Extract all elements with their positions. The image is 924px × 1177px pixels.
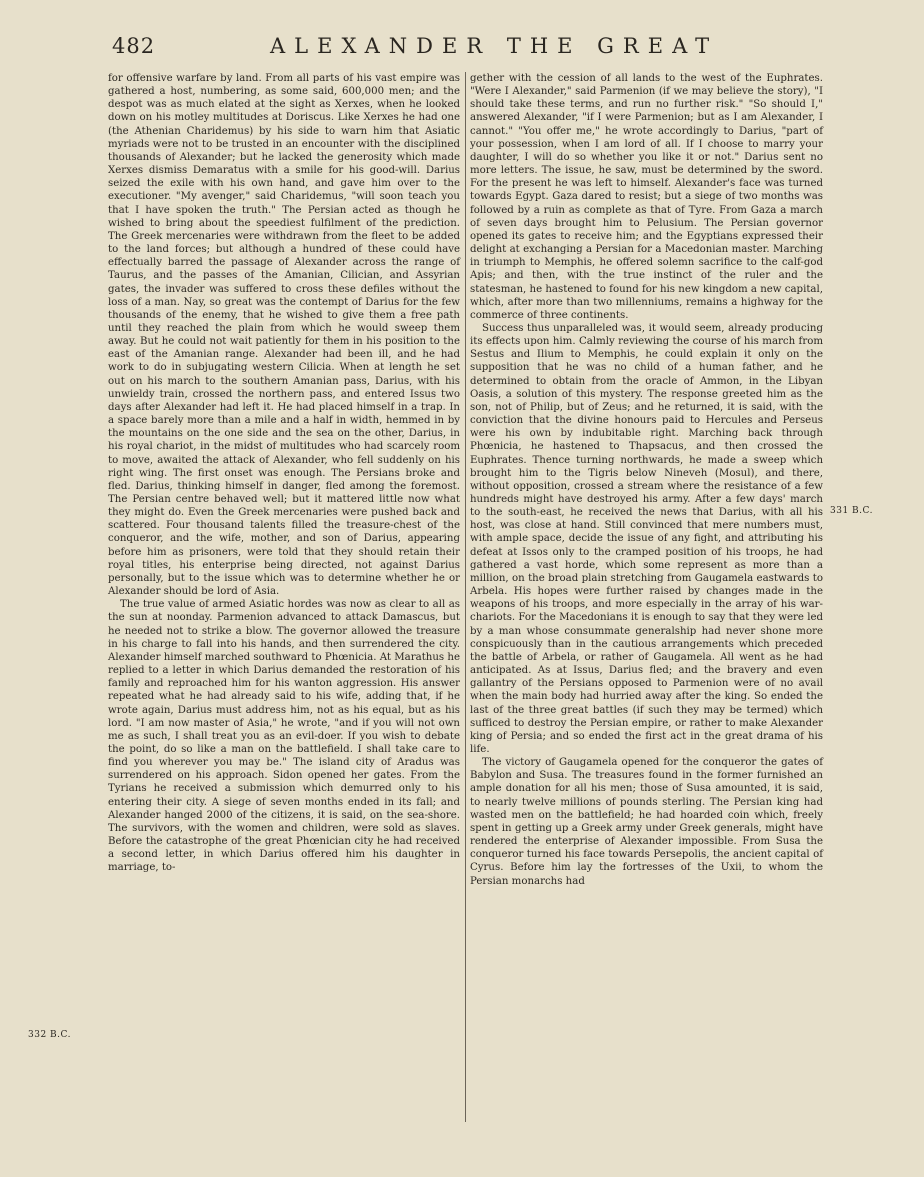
margin-note-date: 331 B.C. bbox=[830, 506, 873, 516]
paragraph: gether with the cession of all lands to the west of the Euphrates. "Were I Alexander," said Parmenion (if we may believe the story), "I should take these terms, and run no further risk." "So should I," answered Alexander, "if I were Parmenion; but as I am Alexander, I cannot." "You offer me," he wrote accordingly to Darius, "part of your possession, when I am lord of all. If I choose to marry your daughter, I will do so whether you like it or not." Darius sent no more letters. The issue, he saw, must be determined by the sword. For the present he was left to himself. Alexander's face was turned towards Egypt. Gaza dared to resist; but a siege of two months was followed by a ruin as complete as that of Tyre. From Gaza a march of seven days brought him to Pelusium. The Persian governor opened its gates to receive him; and the Egyptians expressed their delight at exchanging a Persian for a Macedonian master. Marching in triumph to Memphis, he offered solemn sacrifice to the calf-god Apis; and then, with the true instinct of the ruler and the statesman, he hastened to found for his new kingdom a new capital, which, after more than two millenniums, remains a highway for the commerce of three continents. bbox=[470, 73, 823, 321]
margin-note-date: 332 B.C. bbox=[28, 1030, 71, 1040]
paragraph: Success thus unparalleled was, it would seem, already producing its effects upon him. Calmly reviewing the course of his march from Sestus and Ilium to Memphis, he could explain it only on the supposition that he was no child of a human father, and he determined to obtain from the oracle of Ammon, in the Libyan Oasis, a solution of this mystery. The response greeted him as the son, not of Philip, but of Zeus; and he returned, it is said, with the conviction that the divine honours paid to Hercules and Perseus were his own by indubitable right. Marching back through Phœnicia, he hastened to Thapsacus, and then crossed the Euphrates. Thence turning northwards, he made a sweep which brought him to the Tigris below Nineveh (Mosul), and there, without opposition, crossed a stream where the resistance of a few hundreds might have destroyed his army. After a few days' march to the south-east, he received the news that Darius, with all his host, was close at hand. Still convinced that mere numbers must, with ample space, decide the issue of any fight, and attributing his defeat at Issos only to the cramped position of his troops, he had gathered a vast horde, which some represent as more than a million, on the broad plain stretching from Gaugamela eastwards to Arbela. His hopes were further raised by changes made in the weapons of his troops, and more especially in the array of his war-chariots. For the Macedonians it is enough to say that they were led by a man whose consummate generalship had never shone more conspicuously than in the cautious arrangements which preceded the battle of Arbela, or rather of Gaugamela. All went as he had anticipated. As at Issus, Darius fled; and the bravery and even gallantry of the Persians opposed to Parmenion were of no avail when the main body had hurried away after the king. So ended the last of the three great battles (if such they may be termed) which sufficed to destroy the Persian empire, or rather to make Alexander king of Persia; and so ended the first act in the great drama of his life. bbox=[470, 322, 824, 755]
running-title: ALEXANDER THE GREAT bbox=[270, 34, 719, 58]
column-divider bbox=[465, 72, 466, 1122]
right-column bbox=[470, 72, 823, 888]
left-column bbox=[108, 72, 460, 875]
paragraph: for offensive warfare by land. From all parts of his vast empire was gathered a host, numbering, as some said, 600,000 men; and the despot was as much elated at the sight as Xerxes, when he looked down on his motley multitudes at Doriscus. Like Xerxes he had one (the Athenian Charidemus) by his side to warn him that Asiatic myriads were not to be trusted in an encounter with the disciplined thousands of Alexander; but he lacked the generosity which made Xerxes dismiss Demaratus with a smile for his good-will. Darius seized the exile with his own hand, and gave him over to the executioner. "My avenger," said Charidemus, "will soon teach you that I have spoken the truth." The Persian acted as though he wished to bring about the speediest fulfilment of the prediction. The Greek mercenaries were withdrawn from the fleet to be added to the land forces; but although a hundred of these could have effectually barred the passage of Alexander across the range of Taurus, and the passes of the Amanian, Cilician, and Assyrian gates, the invader was suffered to cross these defiles without the loss of a man. Nay, so great was the contempt of Darius for the few thousands of the enemy, that he wished to give them a free path until they reached the plain from which he would sweep them away. But he could not wait patiently for them in his position to the east of the Amanian range. Alexander had been ill, and he had work to do in subjugating western Cilicia. When at length he set out on his march to the southern Amanian pass, Darius, with his unwieldy train, crossed the northern pass, and entered Issus two days after Alexander had left it. He had placed himself in a trap. In a space barely more than a mile and a half in width, hemmed in by the mountains on the one side and the sea on the other, Darius, in his royal chariot, in the midst of multitudes who had scarcely room to move, awaited the attack of Alexander, who fell suddenly on his right wing. The first onset was enough. The Persians broke and fled. Darius, thinking himself in danger, fled among the foremost. The Persian centre behaved well; but it mattered little now what they might do. Even the Greek mercenaries were pushed back and scattered. Four thousand talents filled the treasure-chest of the conqueror, and the wife, mother, and son of Darius, appearing before him as prisoners, were told that they should retain their royal titles, his enterprise being directed, not against Darius personally, but to the issue which was to determine whether he or Alexander should be lord of Asia. bbox=[108, 73, 460, 598]
paragraph: The true value of armed Asiatic hordes was now as clear to all as the sun at noonday. Parmenion advanced to attack Damascus, but he needed not to strike a blow. The governor allowed the treasure in his charge to fall into his hands, and then surrendered the city. Alexander himself marched southward to Phœnicia. At Marathus he replied to a letter in which Darius demanded the restoration of his family and reproached him for his wanton aggression. His answer repeated what he had already said to his wife, adding that, if he wrote again, Darius must address him, not as his equal, but as his lord. "I am now master of Asia," he wrote, "and if you will not own me as such, I shall treat you as an evil-doer. If you wish to debate the point, do so like a man on the battlefield. I shall take care to find you wherever you may be." The island city of Aradus was surrendered on his approach. Sidon opened her gates. From the Tyrians he received a submission which demurred only to his entering their city. A siege of seven months ended in its fall; and Alexander hanged 2000 of the citizens, it is said, on the sea-shore. The survivors, with the women and children, were sold as slaves. Before the catastrophe of the great Phœnician city he had received a second letter, in which Darius offered him his daughter in marriage, to- bbox=[108, 599, 460, 874]
page-number: 482 bbox=[112, 34, 156, 58]
paragraph: The victory of Gaugamela opened for the conqueror the gates of Babylon and Susa. The treasures found in the former furnished an ample donation for all his men; those of Susa amounted, it is said, to nearly twelve millions of pounds sterling. The Persian king had wasted men on the battlefield; he had hoarded coin which, freely spent in getting up a Greek army under Greek generals, might have rendered the enterprise of Alexander impossible. From Susa the conqueror turned his face towards Persepolis, the ancient capital of Cyrus. Before him lay the fortresses of the Uxii, to whom the Persian monarchs had bbox=[470, 757, 823, 887]
